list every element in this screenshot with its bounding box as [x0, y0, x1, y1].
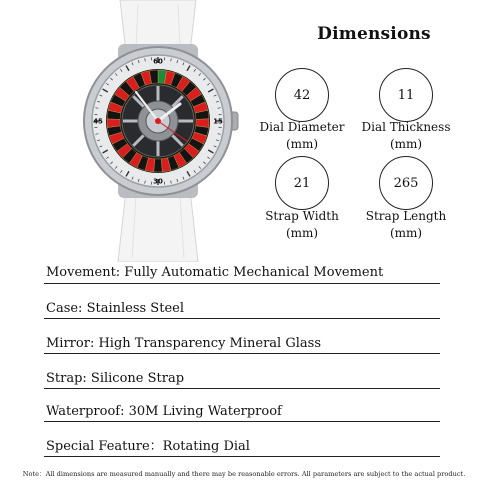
spec-special-feature: Special Feature：Rotating Dial [46, 439, 250, 454]
dial-thickness-value: 11 [397, 87, 415, 103]
spec-case: Case: Stainless Steel [46, 301, 184, 316]
bezel-number: 30 [153, 177, 163, 186]
dial-thickness-label: Dial Thickness (mm) [361, 120, 451, 151]
dial-diameter-label: Dial Diameter (mm) [259, 120, 345, 151]
spec-divider [44, 421, 440, 422]
roulette-segment [107, 119, 120, 128]
strap-length-value: 265 [393, 175, 419, 191]
strap-width-label: Strap Width (mm) [265, 209, 339, 240]
spec-divider [44, 318, 440, 319]
spec-waterproof: Waterproof: 30M Living Waterproof [46, 404, 282, 419]
dial-diameter-circle [275, 68, 329, 122]
watch-strap-bottom [118, 190, 198, 262]
bezel-number: 15 [213, 117, 223, 126]
spec-movement: Movement: Fully Automatic Mechanical Movement [46, 265, 384, 280]
strap-length-label: Strap Length (mm) [365, 209, 447, 240]
spec-divider [44, 353, 440, 354]
strap-width-circle [275, 156, 329, 210]
bezel-number: 60 [153, 57, 163, 66]
spec-divider [44, 456, 440, 457]
spec-divider [44, 283, 440, 284]
roulette-segment [154, 159, 163, 172]
disclaimer-note: Note：All dimensions are measured manually and there may be reasonable errors. All parameters are subject to the actual product. [22, 470, 466, 478]
spec-strap: Strap: Silicone Strap [46, 371, 185, 386]
dimensions-title: Dimensions [317, 24, 431, 44]
dial-diameter-value: 42 [293, 87, 311, 103]
strap-length-circle [379, 156, 433, 210]
bezel-number: 45 [93, 117, 103, 126]
watch-image [58, 0, 258, 262]
spec-mirror: Mirror: High Transparency Mineral Glass [46, 336, 321, 351]
strap-width-value: 21 [293, 175, 311, 191]
dial-thickness-circle [379, 68, 433, 122]
spec-divider [44, 388, 440, 389]
